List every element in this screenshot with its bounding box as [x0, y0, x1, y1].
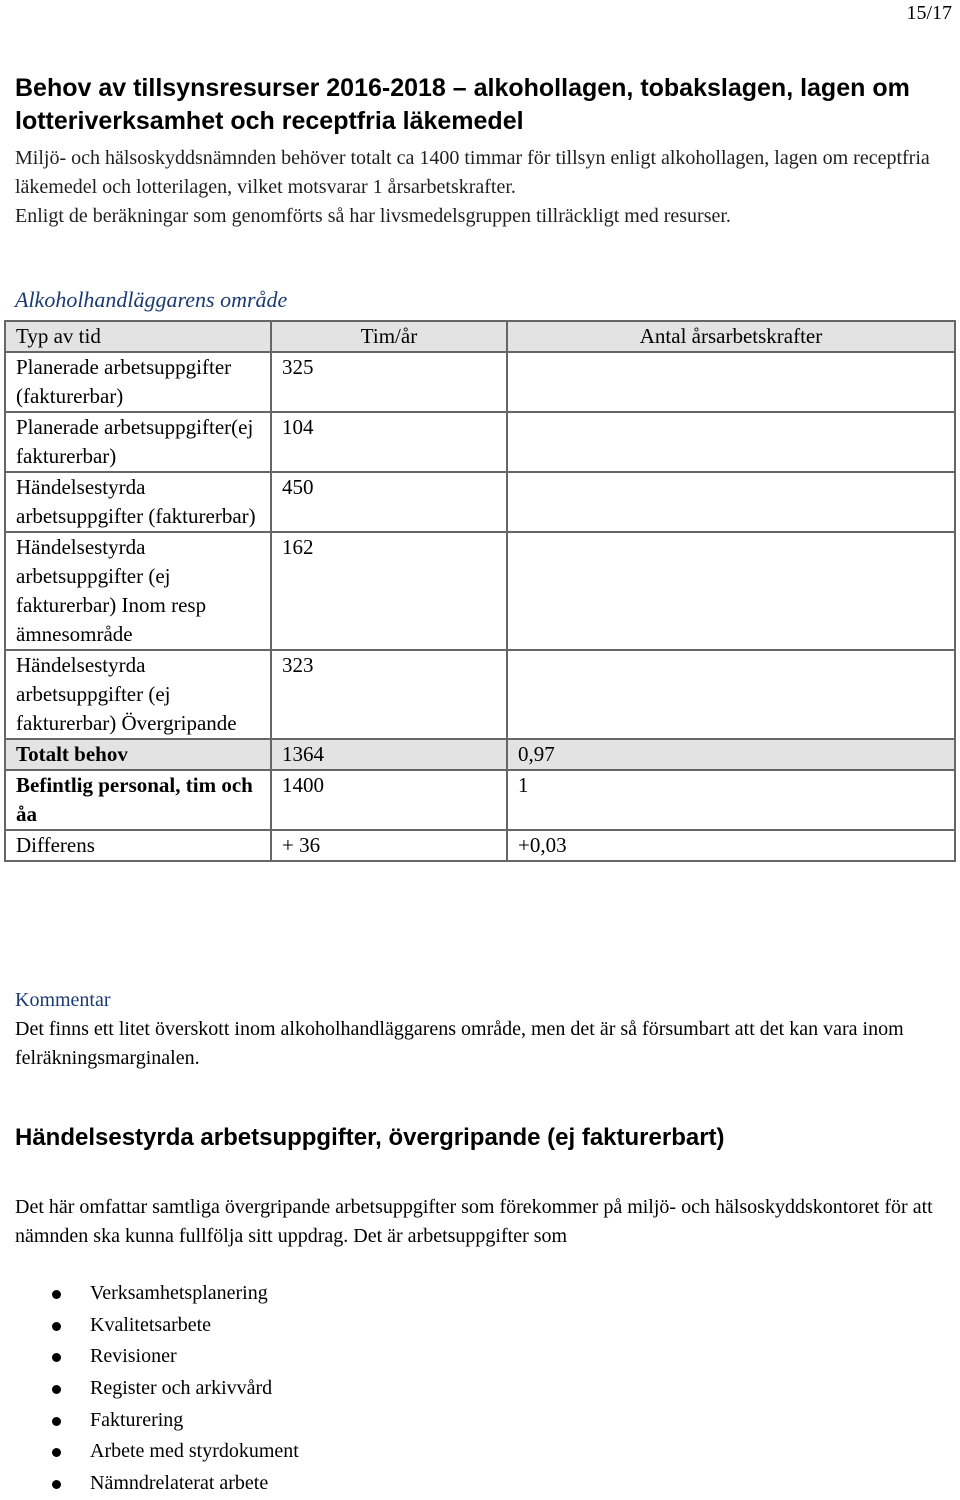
cell-fte [507, 532, 955, 650]
section-body [15, 1193, 945, 1251]
cell-hours: 323 [271, 650, 507, 739]
intro-text [15, 144, 955, 231]
bullet-icon [52, 1353, 61, 1362]
bullet-icon [52, 1448, 61, 1457]
cell-type: Planerade arbetsuppgifter(ej fakturerbar) [5, 412, 271, 472]
table-row [5, 352, 955, 412]
list-item [0, 1436, 299, 1468]
list-item-label: Arbete med styrdokument [90, 1440, 299, 1463]
table-row [5, 650, 955, 739]
list-item-label: Register och arkivvård [90, 1377, 273, 1400]
list-item-label: Verksamhetsplanering [90, 1282, 268, 1304]
total-row [5, 739, 955, 770]
page-number: 15/17 [906, 2, 952, 24]
cell-type: Planerade arbetsuppgifter (fakturerbar) [5, 352, 271, 412]
list-item [0, 1341, 299, 1373]
header-cell-hours: Tim/år [271, 321, 507, 352]
cell-type: Händelsestyrda arbetsuppgifter (ej fakturerbar) Inom resp ämnesområde [5, 532, 271, 650]
list-item [0, 1405, 299, 1437]
page-title: Behov av tillsynsresurser 2016-2018 – alkohollagen, tobakslagen, lagen om lotteriverksamhet och receptfria läkemedel [15, 74, 910, 135]
difference-row [5, 830, 955, 861]
list-item-label: Nämndrelaterat arbete [90, 1472, 269, 1495]
table-row [5, 412, 955, 472]
bullet-icon [52, 1417, 61, 1426]
cell-hours: 1364 [271, 739, 507, 770]
cell-fte [507, 472, 955, 532]
list-item [0, 1310, 299, 1342]
list-item [0, 1278, 299, 1310]
cell-fte: 1 [507, 770, 955, 830]
bullet-icon [52, 1290, 61, 1299]
cell-hours: 1400 [271, 770, 507, 830]
list-item [0, 1373, 299, 1405]
bullet-icon [52, 1385, 61, 1394]
cell-type: Differens [5, 830, 271, 861]
table-row [5, 532, 955, 650]
list-item-label: Kvalitetsarbete [90, 1313, 212, 1336]
table-caption: Alkoholhandläggarens område [15, 287, 288, 312]
bullet-icon [52, 1322, 61, 1331]
cell-type: Händelsestyrda arbetsuppgifter (fakturerbar) [5, 472, 271, 532]
bullet-icon [52, 1480, 61, 1489]
intro-paragraph: Miljö- och hälsoskyddsnämnden behöver totalt ca 1400 timmar för tillsyn enligt alkohollagen, lagen om receptfria läkemedel och lotterilagen, vilket motsvarar 1 årsarbetskrafter. [15, 147, 930, 198]
cell-fte [507, 412, 955, 472]
list-item [0, 1468, 299, 1500]
list-item-label: Fakturering [90, 1408, 184, 1431]
comment-text: Det finns ett litet överskott inom alkoholhandläggarens område, men det är så försumbart att det kan vara inom felräkningsmarginalen. [15, 1018, 904, 1069]
cell-hours: 104 [271, 412, 507, 472]
cell-type: Händelsestyrda arbetsuppgifter (ej fakturerbar) Övergripande [5, 650, 271, 739]
intro-paragraph: Enligt de beräkningar som genomförts så har livsmedelsgruppen tillräckligt med resurser. [15, 205, 731, 227]
cell-hours: 162 [271, 532, 507, 650]
list-item-label: Revisioner [90, 1345, 177, 1368]
cell-fte [507, 650, 955, 739]
cell-fte [507, 352, 955, 412]
table-header-row [5, 321, 955, 352]
cell-fte: 0,97 [507, 739, 955, 770]
comment-section [15, 986, 950, 1073]
section-paragraph: Det här omfattar samtliga övergripande arbetsuppgifter som förekommer på miljö- och hälsoskyddskontoret för att nämnden ska kunna fullfölja sitt uppdrag. Det är arbetsuppgifter som [15, 1196, 933, 1247]
task-list [0, 1278, 299, 1500]
cell-fte: +0,03 [507, 830, 955, 861]
resource-table [4, 320, 956, 862]
table-row [5, 472, 955, 532]
section-heading: Händelsestyrda arbetsuppgifter, övergripande (ej fakturerbart) [15, 1124, 725, 1151]
cell-type: Totalt behov [5, 739, 271, 770]
header-cell-fte: Antal årsarbetskrafter [507, 321, 955, 352]
cell-hours: 325 [271, 352, 507, 412]
cell-type: Befintlig personal, tim och åa [5, 770, 271, 830]
staff-row [5, 770, 955, 830]
header-cell-type: Typ av tid [5, 321, 271, 352]
cell-hours: 450 [271, 472, 507, 532]
comment-label: Kommentar [15, 989, 111, 1011]
cell-hours: + 36 [271, 830, 507, 861]
